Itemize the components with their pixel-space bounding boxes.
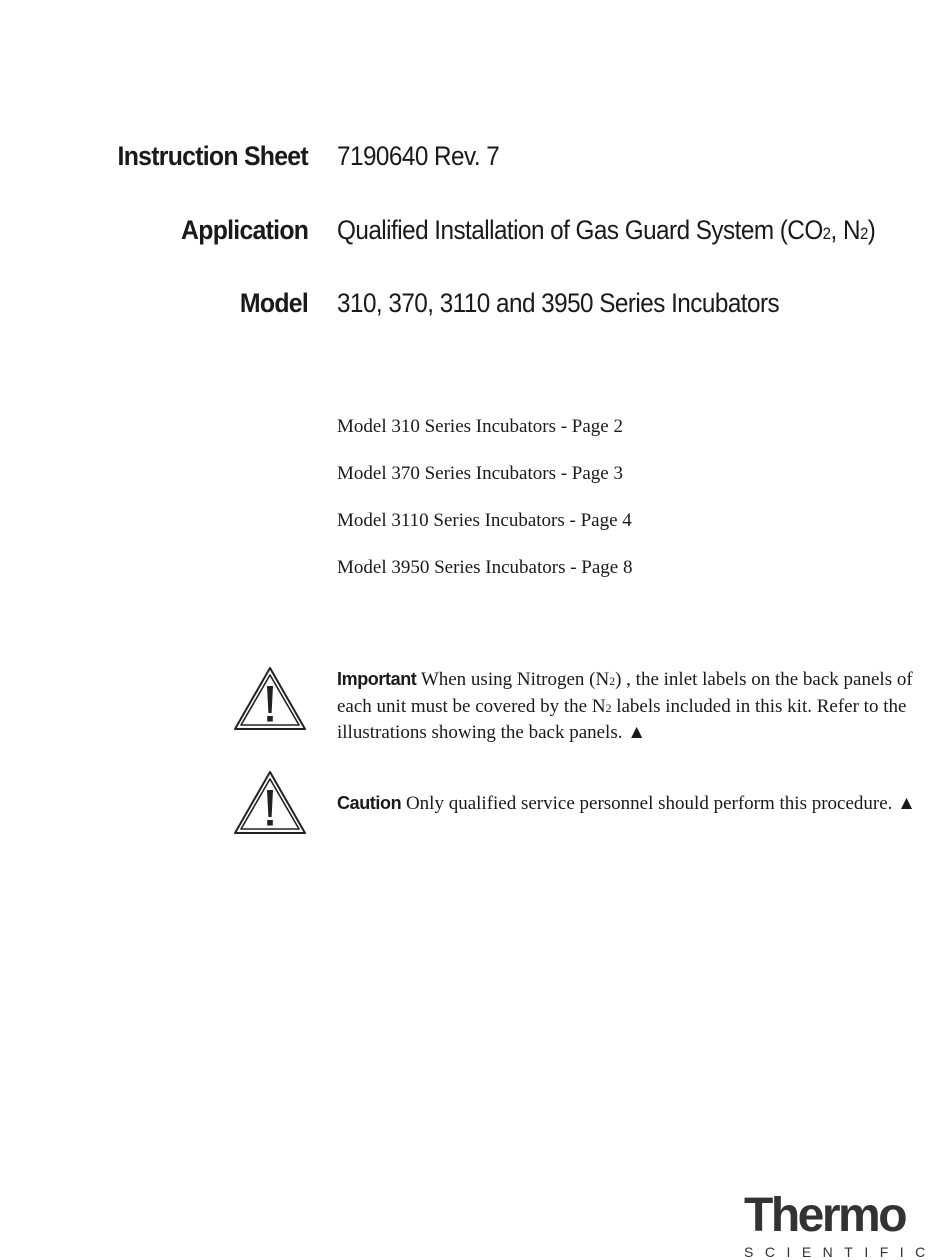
important-lead: Important <box>337 669 417 689</box>
caution-text: Only qualified service personnel should perform this procedure. ▲ <box>401 793 916 814</box>
model-label: Model <box>239 288 308 318</box>
brand-tagline: SCIENTIFIC <box>744 1244 937 1260</box>
application-value <box>337 215 875 246</box>
application-row <box>0 215 950 259</box>
model-value: 310, 370, 3110 and 3950 Series Incubators <box>337 288 780 318</box>
contents-item: Model 310 Series Incubators - Page 2 <box>337 416 623 437</box>
subscript: 2 <box>605 701 612 715</box>
thermo-scientific-logo <box>744 1189 937 1260</box>
subscript: 2 <box>859 224 868 243</box>
important-text: labels included in this kit. Refer to the illustrations showing the back panels. ▲ <box>337 695 907 743</box>
caution-notice <box>337 791 937 817</box>
brand-name: Thermo <box>744 1189 906 1242</box>
model-row <box>0 288 950 332</box>
instruction-sheet-number: 7190640 Rev. 7 <box>337 141 500 171</box>
important-text: ) , the inlet labels on the back panels of each unit must be covered by the N <box>337 669 913 717</box>
caution-lead: Caution <box>337 793 402 813</box>
subscript: 2 <box>609 675 616 688</box>
contents-list <box>337 414 633 602</box>
application-text: , N <box>830 215 860 245</box>
warning-triangle-icon <box>233 666 307 732</box>
application-label: Application <box>180 215 308 245</box>
warning-triangle-icon <box>233 770 307 836</box>
contents-item: Model 3950 Series Incubators - Page 8 <box>337 557 633 578</box>
application-text: Qualified Installation of Gas Guard System (CO <box>337 215 823 245</box>
subscript: 2 <box>822 224 831 243</box>
instruction-sheet-label: Instruction Sheet <box>117 141 308 171</box>
contents-item: Model 3110 Series Incubators - Page 4 <box>337 510 632 531</box>
important-notice <box>337 667 937 746</box>
application-text: ) <box>867 215 876 245</box>
important-text: When using Nitrogen (N <box>416 669 610 690</box>
contents-item: Model 370 Series Incubators - Page 3 <box>337 463 623 484</box>
instruction-sheet-row <box>0 141 950 185</box>
